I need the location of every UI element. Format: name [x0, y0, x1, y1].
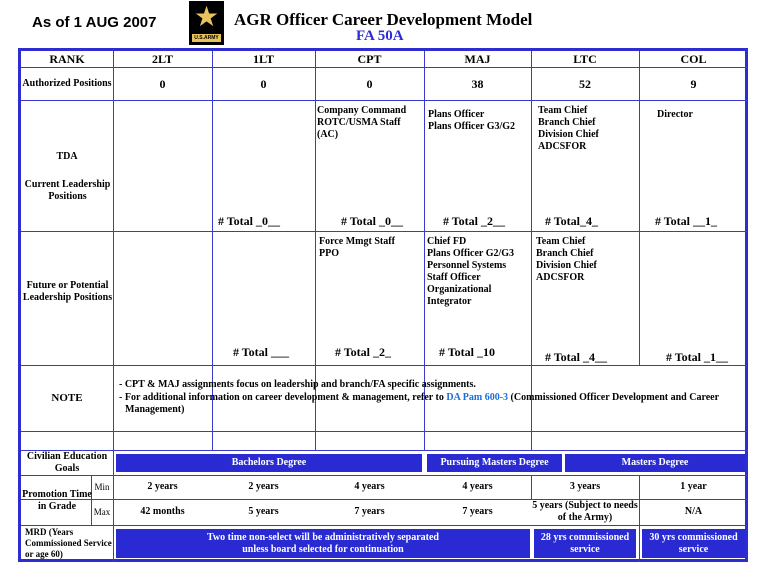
promo-max-2lt: 42 months — [140, 506, 185, 517]
promo-min-ltc: 3 years — [569, 481, 601, 492]
note-line-2 — [119, 392, 739, 416]
note-line-2-text: - For additional information on career development & management, refer to — [119, 392, 447, 403]
rank-col: COL — [680, 52, 707, 66]
pursuing-masters-bar: Pursuing Masters Degree — [427, 454, 562, 472]
authorized-maj: 38 — [471, 76, 484, 91]
promo-max-cpt: 7 years — [354, 506, 385, 517]
promotion-min-label: Min — [94, 482, 110, 492]
future-total-cpt: # Total _2_ — [335, 345, 392, 359]
rank-cpt: CPT — [357, 52, 382, 66]
current-positions-cpt: Company Command ROTC/USMA Staff (AC) — [317, 105, 407, 140]
future-leadership-label: Future or Potential Leadership Positions — [22, 280, 113, 303]
future-total-maj: # Total _10 — [439, 345, 496, 359]
page-title: AGR Officer Career Development Model — [234, 10, 533, 29]
authorized-cpt: 0 — [366, 76, 373, 91]
rank-1lt: 1LT — [253, 52, 274, 66]
civilian-education-label: Civilian Education Goals — [26, 450, 108, 474]
rank-ltc: LTC — [573, 52, 597, 66]
current-total-cpt: # Total _0__ — [341, 214, 404, 228]
current-positions-ltc: Team Chief Branch Chief Division Chief ADCSFOR — [538, 105, 599, 152]
promo-max-col: N/A — [684, 506, 703, 517]
authorized-2lt: 0 — [159, 76, 166, 91]
mrd-ltc-bar: 28 yrs commissioned service — [534, 529, 636, 558]
authorized-col: 9 — [690, 76, 697, 91]
note-line-2-text-end: (Commissioned Officer Development and Career Management) — [125, 392, 719, 415]
current-positions-maj: Plans Officer Plans Officer G3/G2 — [428, 109, 516, 132]
logo-wordmark: U.S.ARMY — [192, 34, 221, 42]
authorized-1lt: 0 — [260, 76, 267, 91]
note-label: NOTE — [51, 392, 83, 404]
mrd-label: MRD (Years Commissioned Service or age 60) — [25, 527, 112, 559]
rank-header: RANK — [49, 52, 85, 66]
current-total-maj: # Total _2__ — [443, 214, 506, 228]
current-leadership-label: Current Leadership Positions — [24, 179, 111, 202]
future-positions-cpt: Force Mmgt Staff PPO — [319, 236, 395, 259]
masters-degree-bar: Masters Degree — [565, 454, 745, 472]
rank-2lt: 2LT — [152, 52, 173, 66]
tda-label: TDA — [56, 151, 78, 162]
promotion-label: Promotion Time in Grade — [22, 489, 92, 512]
army-star-logo — [189, 1, 224, 45]
current-total-1lt: # Total _0__ — [218, 214, 281, 228]
future-positions-ltc: Team Chief Branch Chief Division Chief ADCSFOR — [536, 236, 597, 283]
future-total-1lt: # Total ___ — [233, 345, 290, 359]
mrd-col-bar: 30 yrs commissioned service — [642, 529, 745, 558]
promo-min-col: 1 year — [680, 481, 707, 492]
mrd-separation-bar: Two time non-select will be administratively separated unless board selected for continuation — [116, 529, 530, 558]
promo-min-maj: 4 years — [462, 481, 493, 492]
future-total-col: # Total _1__ — [666, 350, 729, 364]
bachelors-degree-bar: Bachelors Degree — [116, 454, 422, 472]
promo-min-1lt: 2 years — [248, 481, 279, 492]
career-model-table — [18, 48, 748, 562]
star-icon: ★ — [193, 0, 220, 33]
rank-maj: MAJ — [464, 52, 491, 66]
current-positions-col: Director — [657, 109, 693, 120]
promo-max-1lt: 5 years — [248, 506, 279, 517]
page-subtitle: FA 50A — [356, 28, 404, 44]
promo-min-2lt: 2 years — [147, 481, 178, 492]
promotion-max-label: Max — [93, 507, 111, 517]
future-total-ltc: # Total _4__ — [545, 350, 608, 364]
authorized-label: Authorized Positions — [22, 77, 112, 89]
current-total-ltc: # Total_4_ — [545, 214, 599, 228]
note-line-1: - CPT & MAJ assignments focus on leadership and branch/FA specific assignments. — [119, 379, 476, 390]
current-total-col: # Total __1_ — [655, 214, 718, 228]
promo-min-cpt: 4 years — [354, 481, 385, 492]
authorized-ltc: 52 — [579, 76, 591, 91]
as-of-date: As of 1 AUG 2007 — [32, 14, 157, 31]
promo-max-ltc: 5 years (Subject to needs of the Army) — [532, 500, 638, 523]
promo-max-maj: 7 years — [462, 506, 493, 517]
da-pam-link[interactable]: DA Pam 600-3 — [446, 392, 509, 403]
future-positions-maj: Chief FD Plans Officer G2/G3 Personnel Systems Staff Officer Organizational Integrator — [427, 236, 515, 307]
